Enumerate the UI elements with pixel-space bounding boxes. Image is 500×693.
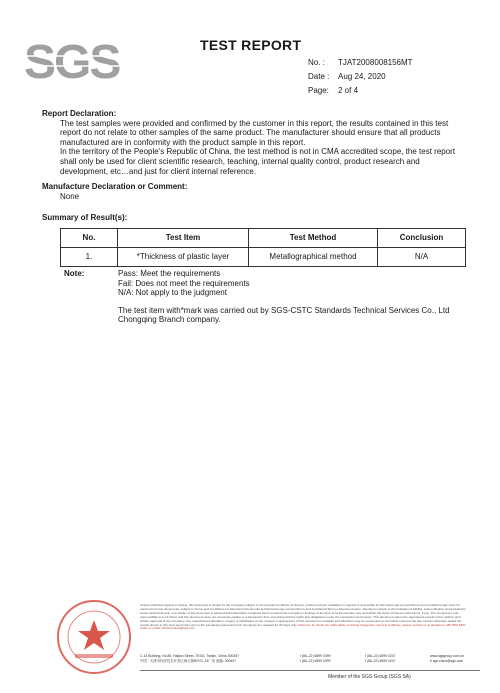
meta-page-label: Page: (308, 86, 329, 95)
web-1: www.sgsgroup.com.cn (430, 654, 464, 658)
address-en: C-14 Building, No.80, Haijiun Street, TEDA, Tianjin, China 300457 (140, 654, 240, 658)
manufacture-heading: Manufacture Declaration or Comment: (42, 182, 188, 192)
meta-no-label: No. : (308, 58, 325, 67)
footer-disclaimer (140, 604, 470, 650)
declaration-heading: Report Declaration: (42, 109, 117, 118)
cell-test-item: *Thickness of plastic layer (118, 247, 249, 266)
summary-heading: Summary of Result(s): (42, 213, 128, 223)
report-body (42, 109, 462, 325)
note-label: Note: (64, 268, 85, 278)
table-row (61, 247, 466, 266)
note-pass: Pass: Meet the requirements (118, 268, 221, 278)
meta-date-label: Date : (308, 72, 330, 81)
col-conclusion-header: Conclusion (378, 228, 466, 247)
address-cn: 中国 · 天津市经济技术开发区海云街80号C-14厂房 邮编: 300457 (140, 659, 237, 663)
note-block (42, 269, 462, 298)
meta-no-value: TJAT2008008156MT (338, 58, 413, 67)
tel-1: t (86–22) 6599 0399 (300, 654, 331, 658)
footer-disclaimer-text: Unless otherwise agreed in writing, this document is issued by the Company subject to its General Conditions of Service printed overleaf, available on request or accessible at http://www.sgs.com/en/Terms-and-Conditions.aspx and, for electronic format documents, subject to Terms and Conditions for Electronic Documents at http://www.sgs.com/en/Terms-and-Conditions/Terms-e-Document.aspx. Attention is drawn to the limitation of liability, indemnification and jurisdiction issues defined therein. Any holder of this document is advised that information contained hereon reflects the Company's findings at the time of its intervention only and within the limits of Client's instructions, if any. The Company's sole responsibility is to its Client and this document does not exonerate parties to a transaction from exercising all their rights and obligations under the transaction documents. This document cannot be reproduced except in full, without prior written approval of the Company. Any unauthorized alteration, forgery or falsification of the content or appearance of this document is unlawful and offenders may be prosecuted to the fullest extent of the law. Unless otherwise stated the results shown in this test report refer only to the sample(s) tested and such sample(s) are retained for 90 days only. (140, 604, 466, 627)
cell-conclusion: N/A (378, 247, 466, 266)
declaration-paragraph-1: The test samples were provided and confirmed by the customer in this report, the results contained in this test report do not relate to other samples of the same product. The manufacturer should ensure that all products manufactured are in conformity with the product sample in this report. (60, 118, 449, 147)
table-header-row (61, 228, 466, 247)
footer-attention: Attention: To check the authenticity of testing /inspection report & certificate, please contact us at telephone: (86-755) 8307 1443, or email: CN.Doccheck@sgs.com (140, 622, 466, 631)
tel-2: t (86–22) 6599 0399 (300, 659, 331, 663)
footer-address (140, 654, 480, 664)
note-na: N/A: Not apply to the judgment (118, 288, 227, 298)
summary-table (60, 228, 466, 267)
meta-page-value: 2 of 4 (338, 86, 359, 95)
cell-test-method: Metallographical method (249, 247, 378, 266)
sgs-member-text: Member of the SGS Group (SGS SA) (328, 674, 411, 680)
col-test-method-header: Test Method (249, 228, 378, 247)
note-fail: Fail: Does not meet the requirements (118, 278, 250, 288)
fax-1: f (86–22) 6599 0247 (365, 654, 396, 658)
note-paragraph: The test item with*mark was carried out by SGS-CSTC Standards Technical Services Co., Ltd Chongqing Branch company. (118, 305, 450, 325)
sgs-logo-text: SGS (24, 36, 120, 84)
col-no-header: No. (61, 228, 118, 247)
footer-divider (140, 670, 480, 671)
manufacture-value: None (60, 191, 80, 201)
sgs-logo-graphic (22, 36, 132, 84)
cell-no: 1. (61, 247, 118, 266)
fax-2: f (86–22) 6599 0247 (365, 659, 396, 663)
web-2: e sgs.china@sgs.com (430, 659, 464, 663)
meta-date-value: Aug 24, 2020 (338, 72, 386, 81)
report-meta (308, 56, 413, 98)
declaration-paragraph-2: In the territory of the People's Republic of China, the test method is not in CMA accredited scope, the test report shall only be used for client scientific research, teaching, internal quality control, product research and development, etc…and just for client internal reference. (60, 147, 456, 176)
col-test-item-header: Test Item (118, 228, 249, 247)
report-title: TEST REPORT (200, 37, 302, 53)
sgs-logo (22, 36, 132, 84)
inspection-seal-stamp (55, 598, 133, 676)
